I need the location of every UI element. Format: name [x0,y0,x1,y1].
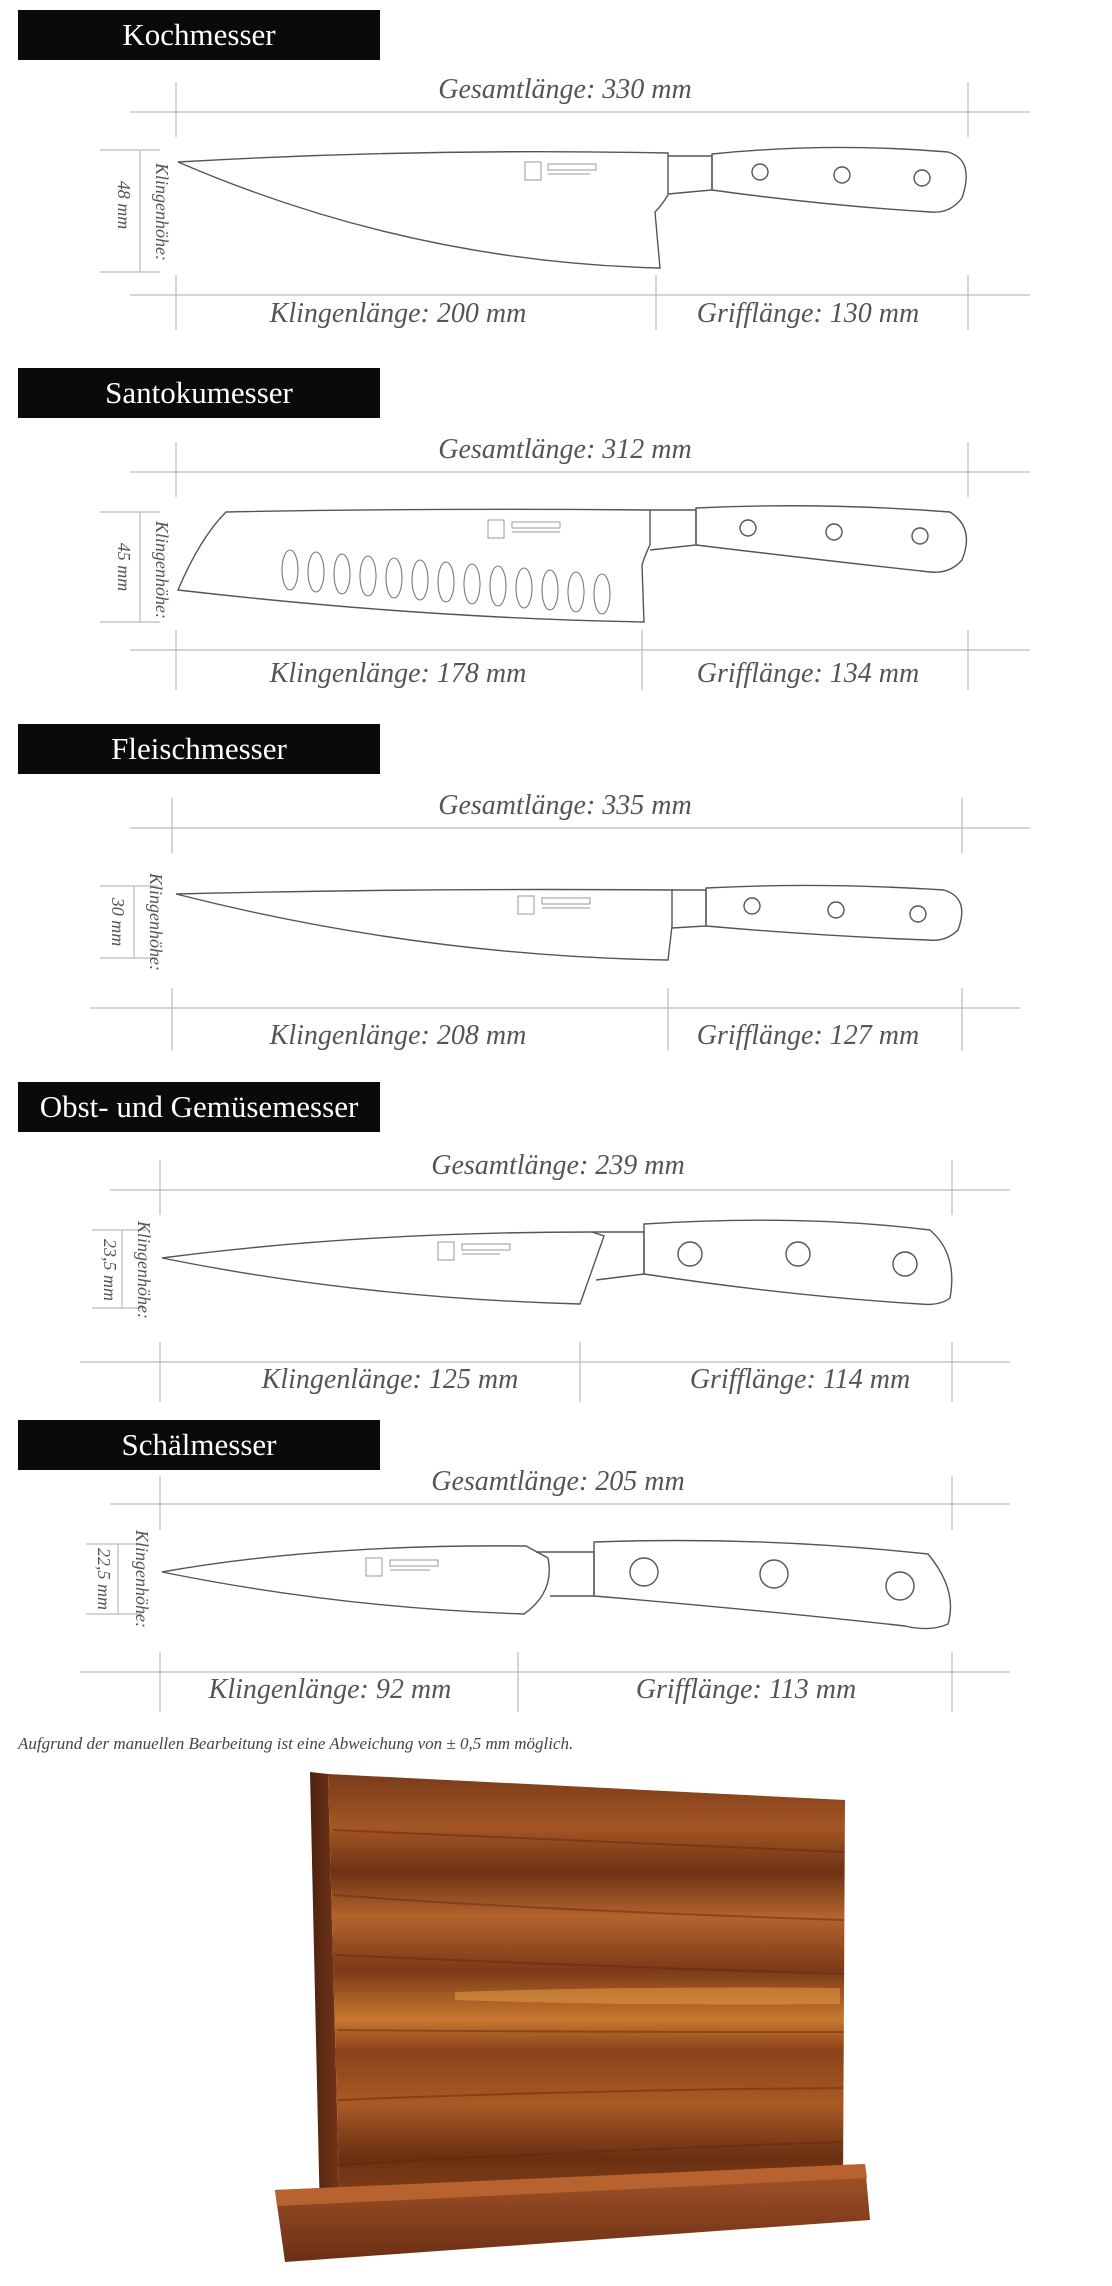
handle-outline [672,890,706,928]
height-label: Klingenhöhe: [146,873,166,971]
blade-length-label: Klingenlänge: 178 mm [269,658,527,689]
knife-block-image [255,1770,875,2270]
section-title: Obst- und Gemüsemesser [18,1082,380,1132]
rivet-icon [760,1560,788,1588]
total-length-label: Gesamtlänge: 205 mm [431,1466,685,1497]
total-length-label: Gesamtlänge: 335 mm [438,790,692,821]
rivet-icon [744,898,760,914]
section-title: Fleischmesser [18,724,380,774]
grip-length-label: Grifflänge: 114 mm [689,1364,911,1395]
height-label: Klingenhöhe: [134,1221,154,1319]
rivet-icon [828,902,844,918]
rivet-icon [740,520,756,536]
blade-length-label: Klingenlänge: 92 mm [208,1674,452,1705]
rivet-icon [752,164,768,180]
knife-diagram [0,1074,1112,1414]
height-value-label: 22,5 mm [94,1548,114,1610]
brand-logo-icon [366,1558,438,1576]
blade-outline [176,890,672,961]
tolerance-note: Aufgrund der manuellen Bearbeitung ist eine Abweichung von ± 0,5 mm möglich. [18,1734,574,1753]
rivet-icon [912,528,928,544]
rivet-icon [914,170,930,186]
height-label: Klingenhöhe: [152,521,172,619]
brand-logo-icon [438,1242,510,1260]
knife-diagram [0,716,1112,1066]
brand-logo-icon [488,520,560,538]
total-length-label: Gesamtlänge: 312 mm [438,434,692,465]
handle-outline [668,156,712,194]
rivet-icon [893,1252,917,1276]
knife-diagram [0,1412,1112,1732]
total-length-label: Gesamtlänge: 330 mm [438,74,692,105]
height-label: Klingenhöhe: [152,163,172,261]
handle-outline [592,1232,644,1280]
brand-logo-icon [525,162,596,180]
grip-length-label: Grifflänge: 113 mm [635,1674,857,1705]
rivet-icon [834,167,850,183]
height-value-label: 48 mm [114,180,134,230]
height-value-label: 45 mm [114,542,134,592]
blade-length-label: Klingenlänge: 208 mm [269,1020,527,1051]
blade-length-label: Klingenlänge: 200 mm [269,298,527,329]
blade-outline [162,1546,549,1614]
blade-length-label: Klingenlänge: 125 mm [261,1364,519,1395]
height-value-label: 30 mm [108,897,128,947]
rivet-icon [826,524,842,540]
height-label: Klingenhöhe: [132,1530,152,1628]
grip-length-label: Grifflänge: 127 mm [696,1020,920,1051]
section-title: Santokumesser [18,368,380,418]
rivet-icon [678,1242,702,1266]
rivet-icon [786,1242,810,1266]
blade-outline [162,1232,604,1304]
section-title: Schälmesser [18,1420,380,1470]
total-length-label: Gesamtlänge: 239 mm [431,1150,685,1181]
brand-logo-icon [518,896,590,914]
section-title: Kochmesser [18,10,380,60]
rivet-icon [630,1558,658,1586]
rivet-icon [886,1572,914,1600]
blade-outline [178,152,668,268]
grip-length-label: Grifflänge: 134 mm [696,658,920,689]
grip-length-label: Grifflänge: 130 mm [696,298,920,329]
handle-outline [650,510,696,550]
knife-diagram [0,0,1112,350]
height-value-label: 23,5 mm [100,1239,120,1301]
knife-diagram [0,360,1112,710]
rivet-icon [910,906,926,922]
